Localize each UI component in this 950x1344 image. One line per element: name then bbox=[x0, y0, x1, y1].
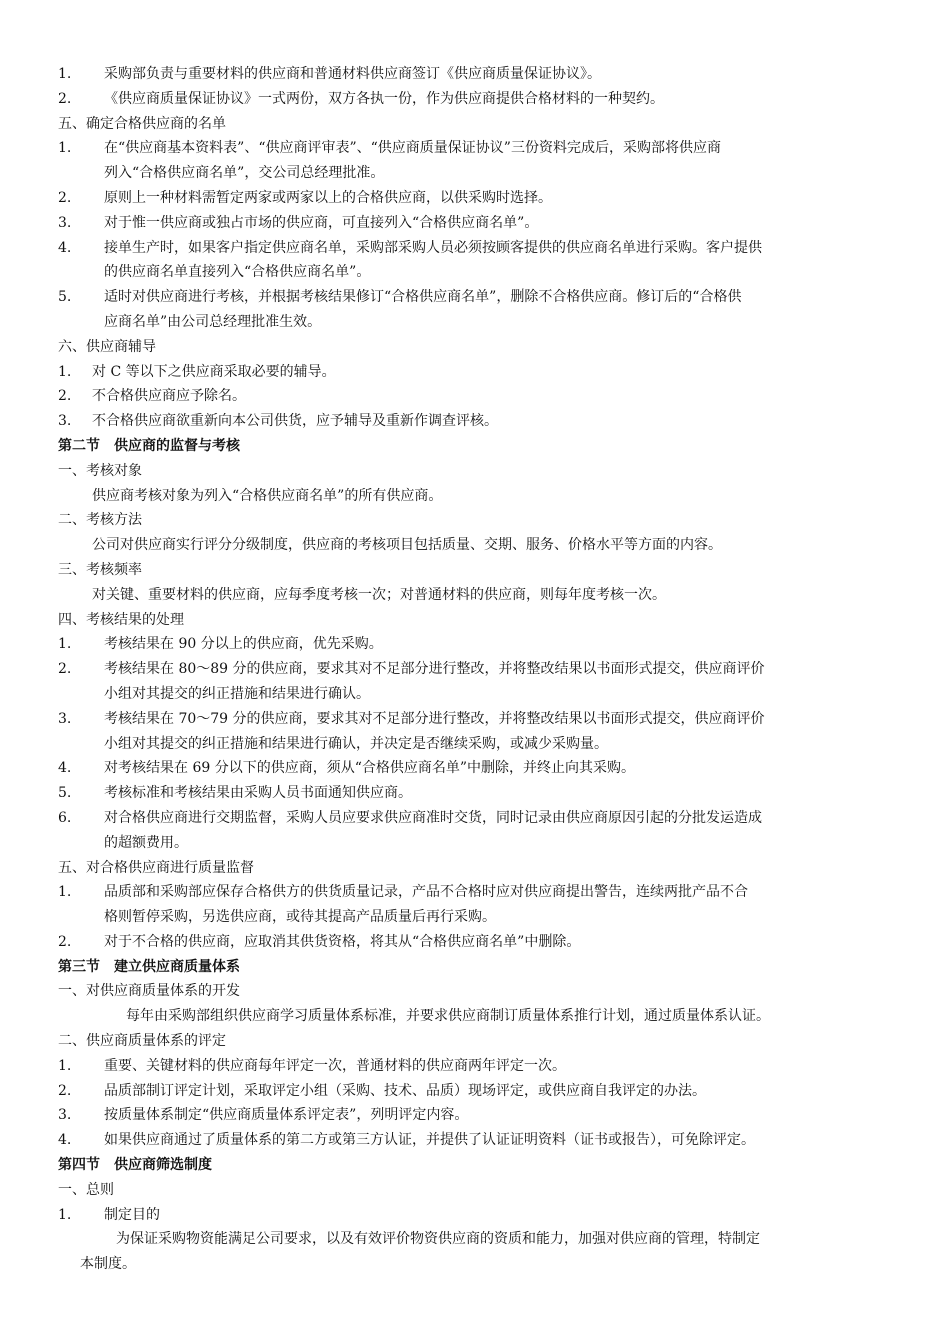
item-number: 5. bbox=[58, 289, 72, 306]
item-number: 4. bbox=[58, 1132, 72, 1149]
item-text: 对考核结果在 69 分以下的供应商，须从“合格供应商名单”中删除，并终止向其采购。 bbox=[104, 760, 636, 777]
numbered-item bbox=[0, 409, 950, 434]
section-title: 第二节 供应商的监督与考核 bbox=[58, 437, 240, 454]
item-continuation bbox=[0, 260, 950, 285]
item-number: 1. bbox=[58, 66, 72, 82]
numbered-item bbox=[0, 384, 950, 409]
item-text: 接单生产时，如果客户指定供应商名单，采购部采购人员必须按顾客提供的供应商名单进行采购。客户提供 bbox=[104, 239, 762, 256]
paragraph-text: 公司对供应商实行评分分级制度，供应商的考核项目包括质量、交期、服务、价格水平等方面的内容。 bbox=[92, 537, 722, 554]
subsection-heading bbox=[0, 459, 950, 484]
subsection-heading bbox=[0, 1029, 950, 1054]
item-number: 6. bbox=[58, 809, 72, 826]
item-text: 按质量体系制定“供应商质量体系评定表”，列明评定内容。 bbox=[104, 1107, 469, 1124]
item-number: 3. bbox=[58, 214, 72, 231]
item-text: 小组对其提交的纠正措施和结果进行确认，并决定是否继续采购，或减少采购量。 bbox=[104, 735, 608, 752]
subsection-heading bbox=[0, 112, 950, 137]
section-heading bbox=[0, 434, 950, 459]
item-text: 《供应商质量保证协议》一式两份，双方各执一份，作为供应商提供合格材料的一种契约。 bbox=[104, 90, 664, 107]
subsection-title: 一、考核对象 bbox=[58, 462, 142, 479]
numbered-item bbox=[0, 62, 950, 87]
item-number: 1. bbox=[58, 884, 72, 901]
numbered-item bbox=[0, 211, 950, 236]
item-number: 3. bbox=[58, 710, 72, 727]
subsection-heading bbox=[0, 608, 950, 633]
item-number: 1. bbox=[58, 1206, 72, 1223]
item-text: 在“供应商基本资料表”、“供应商评审表”、“供应商质量保证协议”三份资料完成后，采购部将供应商 bbox=[104, 140, 721, 157]
item-text: 重要、关键材料的供应商每年评定一次，普通材料的供应商两年评定一次。 bbox=[104, 1057, 566, 1074]
subsection-heading bbox=[0, 508, 950, 533]
numbered-item bbox=[0, 1103, 950, 1128]
numbered-item bbox=[0, 236, 950, 261]
item-text: 不合格供应商应予除名。 bbox=[92, 388, 246, 405]
paragraph-text: 为保证采购物资能满足公司要求，以及有效评价物资供应商的资质和能力，加强对供应商的管理，特制定 bbox=[116, 1231, 760, 1248]
item-text: 适时对供应商进行考核，并根据考核结果修订“合格供应商名单”，删除不合格供应商。修订后的“合格供 bbox=[104, 289, 742, 306]
section-heading bbox=[0, 1153, 950, 1178]
numbered-item bbox=[0, 707, 950, 732]
item-text: 列入“合格供应商名单”，交公司总经理批准。 bbox=[104, 165, 385, 182]
document-page bbox=[0, 62, 950, 1277]
subsection-title: 五、确定合格供应商的名单 bbox=[58, 115, 226, 132]
subsection-title: 二、考核方法 bbox=[58, 512, 142, 529]
item-text: 品质部制订评定计划，采取评定小组（采购、技术、品质）现场评定，或供应商自我评定的办法。 bbox=[104, 1082, 706, 1099]
paragraph-text: 每年由采购部组织供应商学习质量体系标准，并要求供应商制订质量体系推行计划，通过质量体系认证。 bbox=[126, 1008, 770, 1025]
numbered-item bbox=[0, 1128, 950, 1153]
item-text: 如果供应商通过了质量体系的第二方或第三方认证，并提供了认证证明资料（证书或报告），可免除评定。 bbox=[104, 1132, 755, 1149]
subsection-title: 一、总则 bbox=[58, 1181, 114, 1198]
paragraph bbox=[0, 484, 950, 509]
item-text: 制定目的 bbox=[104, 1206, 160, 1223]
item-text: 应商名单”由公司总经理批准生效。 bbox=[104, 313, 322, 330]
item-continuation bbox=[0, 732, 950, 757]
subsection-title: 三、考核频率 bbox=[58, 561, 142, 578]
section-title: 第四节 供应商筛选制度 bbox=[58, 1157, 212, 1174]
item-continuation bbox=[0, 682, 950, 707]
item-text: 考核结果在 80～89 分的供应商，要求其对不足部分进行整改，并将整改结果以书面形式提交，供应商评价 bbox=[104, 661, 765, 678]
numbered-item bbox=[0, 880, 950, 905]
paragraph-continuation bbox=[0, 1252, 950, 1277]
item-number: 2. bbox=[58, 189, 72, 206]
paragraph bbox=[0, 1227, 950, 1252]
item-number: 3. bbox=[58, 413, 72, 430]
subsection-title: 一、对供应商质量体系的开发 bbox=[58, 983, 240, 1000]
item-number: 4. bbox=[58, 239, 72, 256]
item-number: 1. bbox=[58, 140, 72, 157]
item-number: 2. bbox=[58, 388, 72, 405]
numbered-item bbox=[0, 806, 950, 831]
subsection-title: 四、考核结果的处理 bbox=[58, 611, 184, 628]
numbered-item bbox=[0, 930, 950, 955]
paragraph-text: 本制度。 bbox=[80, 1256, 136, 1273]
item-continuation bbox=[0, 905, 950, 930]
item-continuation bbox=[0, 831, 950, 856]
item-number: 2. bbox=[58, 661, 72, 678]
item-text: 考核结果在 90 分以上的供应商，优先采购。 bbox=[104, 636, 383, 653]
numbered-item bbox=[0, 1203, 950, 1228]
item-number: 2. bbox=[58, 1082, 72, 1099]
item-number: 2. bbox=[58, 933, 72, 950]
section-heading bbox=[0, 955, 950, 980]
subsection-title: 二、供应商质量体系的评定 bbox=[58, 1033, 226, 1050]
item-text: 考核结果在 70～79 分的供应商，要求其对不足部分进行整改，并将整改结果以书面形式提交，供应商评价 bbox=[104, 710, 765, 727]
item-number: 2. bbox=[58, 90, 72, 107]
subsection-title: 五、对合格供应商进行质量监督 bbox=[58, 859, 254, 876]
numbered-item bbox=[0, 285, 950, 310]
paragraph bbox=[0, 1004, 950, 1029]
item-text: 对于惟一供应商或独占市场的供应商，可直接列入“合格供应商名单”。 bbox=[104, 214, 539, 231]
item-number: 5. bbox=[58, 785, 72, 802]
item-text: 不合格供应商欲重新向本公司供货，应予辅导及重新作调查评核。 bbox=[92, 413, 498, 430]
paragraph-text: 对关键、重要材料的供应商，应每季度考核一次；对普通材料的供应商，则每年度考核一次。 bbox=[92, 586, 666, 603]
numbered-item bbox=[0, 360, 950, 385]
numbered-item bbox=[0, 1079, 950, 1104]
item-text: 小组对其提交的纠正措施和结果进行确认。 bbox=[104, 685, 370, 702]
item-continuation bbox=[0, 161, 950, 186]
numbered-item bbox=[0, 657, 950, 682]
item-text: 原则上一种材料需暂定两家或两家以上的合格供应商，以供采购时选择。 bbox=[104, 189, 552, 206]
subsection-title: 六、供应商辅导 bbox=[58, 338, 156, 355]
numbered-item bbox=[0, 136, 950, 161]
subsection-heading bbox=[0, 335, 950, 360]
subsection-heading bbox=[0, 856, 950, 881]
item-text: 对 C 等以下之供应商采取必要的辅导。 bbox=[92, 363, 336, 380]
numbered-item bbox=[0, 781, 950, 806]
subsection-heading bbox=[0, 979, 950, 1004]
item-text: 对于不合格的供应商，应取消其供货资格，将其从“合格供应商名单”中删除。 bbox=[104, 933, 581, 950]
numbered-item bbox=[0, 632, 950, 657]
item-text: 格则暂停采购，另选供应商，或待其提高产品质量后再行采购。 bbox=[104, 909, 496, 926]
item-number: 3. bbox=[58, 1107, 72, 1124]
item-number: 1. bbox=[58, 636, 72, 653]
item-number: 4. bbox=[58, 760, 72, 777]
item-text: 的超额费用。 bbox=[104, 834, 188, 851]
numbered-item bbox=[0, 186, 950, 211]
item-text: 品质部和采购部应保存合格供方的供货质量记录，产品不合格时应对供应商提出警告，连续两批产品不合 bbox=[104, 884, 748, 901]
paragraph-text: 供应商考核对象为列入“合格供应商名单”的所有供应商。 bbox=[92, 487, 443, 504]
paragraph bbox=[0, 533, 950, 558]
section-title: 第三节 建立供应商质量体系 bbox=[58, 958, 240, 975]
item-text: 采购部负责与重要材料的供应商和普通材料供应商签订《供应商质量保证协议》。 bbox=[104, 66, 601, 82]
item-number: 1. bbox=[58, 363, 72, 380]
item-text: 考核标准和考核结果由采购人员书面通知供应商。 bbox=[104, 785, 412, 802]
item-text: 的供应商名单直接列入“合格供应商名单”。 bbox=[104, 264, 371, 281]
numbered-item bbox=[0, 756, 950, 781]
numbered-item bbox=[0, 1054, 950, 1079]
item-continuation bbox=[0, 310, 950, 335]
paragraph bbox=[0, 583, 950, 608]
item-number: 1. bbox=[58, 1057, 72, 1074]
subsection-heading bbox=[0, 558, 950, 583]
item-text: 对合格供应商进行交期监督，采购人员应要求供应商准时交货，同时记录由供应商原因引起的分批发运造成 bbox=[104, 809, 762, 826]
subsection-heading bbox=[0, 1178, 950, 1203]
numbered-item bbox=[0, 87, 950, 112]
